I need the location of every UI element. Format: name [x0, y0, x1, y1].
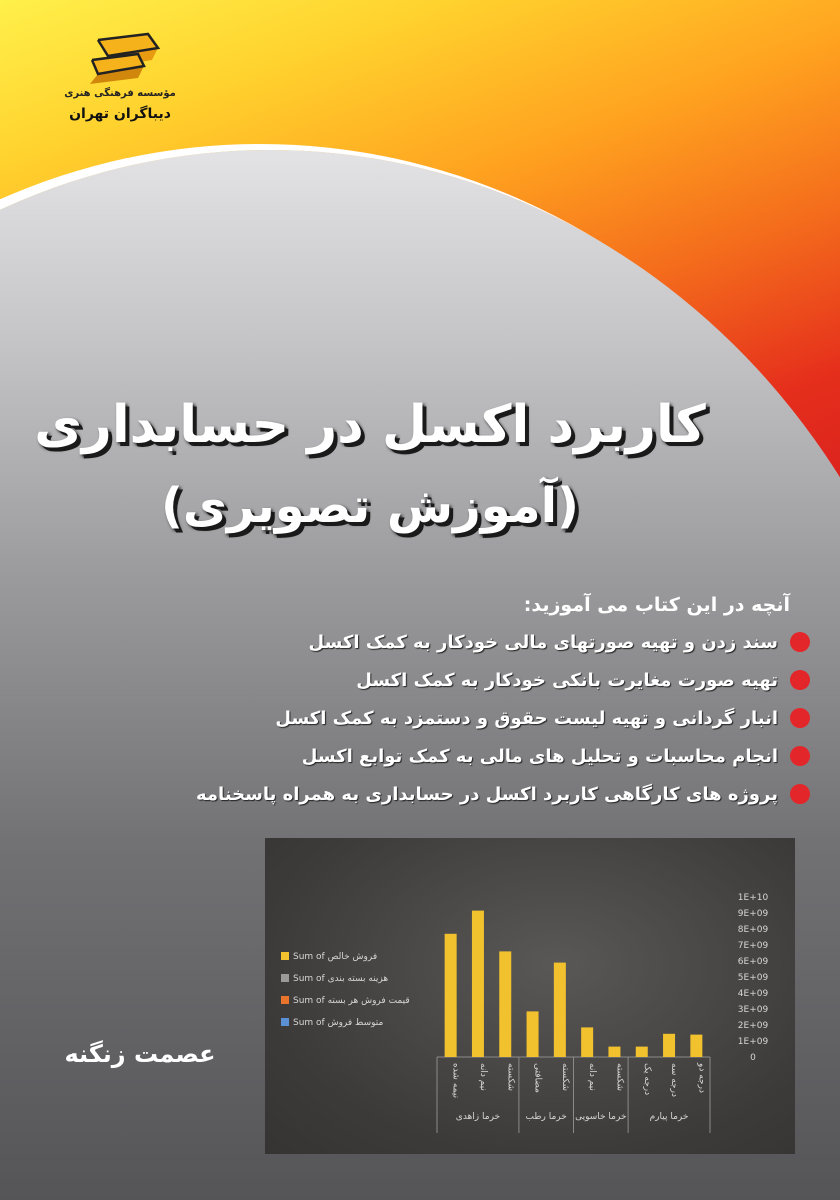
bullet-dot-icon — [790, 670, 810, 690]
excel-chart-image — [265, 838, 795, 1154]
book-subtitle: (آموزش تصویری) — [160, 478, 579, 534]
y-tick-label: 1E+09 — [737, 1037, 769, 1047]
chart-bar — [554, 963, 566, 1057]
y-tick-label: 7E+09 — [737, 941, 769, 951]
y-tick-label: 2E+09 — [737, 1021, 769, 1031]
bar-chart — [265, 838, 795, 1154]
group-label: خرما خاسویی — [575, 1112, 627, 1122]
bullet-dot-icon — [790, 784, 810, 804]
feature-text: سند زدن و تهیه صورتهای مالی خودکار به کمک اکسل — [308, 631, 778, 653]
y-tick-label: 8E+09 — [737, 925, 769, 935]
y-tick-label: 9E+09 — [737, 909, 769, 919]
feature-text: انبار گردانی و تهیه لیست حقوق و دستمزد به کمک اکسل — [275, 707, 778, 729]
category-label: درجه یک — [641, 1063, 652, 1096]
publisher-name: دیباگران تهران — [69, 106, 171, 122]
y-tick-label: 3E+09 — [737, 1005, 769, 1015]
feature-item — [190, 780, 810, 808]
category-label: نیم دانه — [587, 1063, 598, 1091]
chart-bar — [690, 1035, 702, 1057]
publisher-line1: مؤسسه فرهنگی هنری — [64, 88, 176, 99]
feature-item — [190, 628, 810, 656]
legend-label: Sum of قیمت فروش هر بسته — [293, 996, 410, 1006]
category-label: شکسته — [614, 1063, 625, 1092]
feature-item — [190, 704, 810, 732]
category-label: شکسته — [505, 1063, 516, 1092]
y-tick-label: 0 — [750, 1053, 756, 1063]
publisher-emblem-icon — [78, 30, 162, 86]
chart-bar — [499, 951, 511, 1057]
group-label: خرما رطب — [525, 1112, 567, 1122]
category-label: شکسته — [559, 1063, 570, 1092]
legend-swatch — [281, 1018, 289, 1026]
bullet-dot-icon — [790, 708, 810, 728]
author-name: عصمت زنگنه — [64, 1040, 216, 1068]
feature-list — [190, 628, 810, 818]
publisher-logo — [60, 30, 180, 130]
legend-swatch — [281, 996, 289, 1004]
category-label: درجه سه — [669, 1063, 680, 1097]
y-tick-label: 4E+09 — [737, 989, 769, 999]
feature-item — [190, 742, 810, 770]
legend-label: Sum of فروش خالص — [293, 952, 378, 962]
chart-bar — [663, 1034, 675, 1057]
chart-bar — [445, 934, 457, 1057]
bullet-dot-icon — [790, 632, 810, 652]
category-label: درجه دو — [696, 1063, 707, 1093]
book-title: کاربرد اکسل در حسابداری — [34, 395, 706, 455]
feature-text: پروژه های کارگاهی کاربرد اکسل در حسابداری به همراه پاسخنامه — [196, 783, 778, 805]
category-label: مضافتی — [532, 1063, 543, 1093]
y-tick-label: 6E+09 — [737, 957, 769, 967]
y-tick-label: 1E+10 — [737, 893, 769, 903]
category-label: نیمه شده — [450, 1063, 461, 1099]
learn-heading: آنچه در این کتاب می آموزید: — [523, 594, 790, 616]
chart-bar — [527, 1011, 539, 1057]
group-label: خرما پیارم — [649, 1112, 689, 1122]
chart-bar — [581, 1027, 593, 1057]
group-label: خرما زاهدی — [455, 1112, 501, 1122]
chart-bar — [608, 1047, 620, 1057]
legend-label: Sum of متوسط فروش — [293, 1018, 384, 1028]
feature-text: تهیه صورت مغایرت بانکی خودکار به کمک اکسل — [356, 669, 778, 691]
legend-swatch — [281, 974, 289, 982]
chart-bar — [472, 911, 484, 1057]
feature-item — [190, 666, 810, 694]
bullet-dot-icon — [790, 746, 810, 766]
chart-bar — [636, 1047, 648, 1057]
y-tick-label: 5E+09 — [737, 973, 769, 983]
legend-swatch — [281, 952, 289, 960]
feature-text: انجام محاسبات و تحلیل های مالی به کمک توابع اکسل — [301, 745, 778, 767]
legend-label: Sum of هزینه بسته بندی — [293, 974, 389, 984]
category-label: نیم دانه — [477, 1063, 488, 1091]
